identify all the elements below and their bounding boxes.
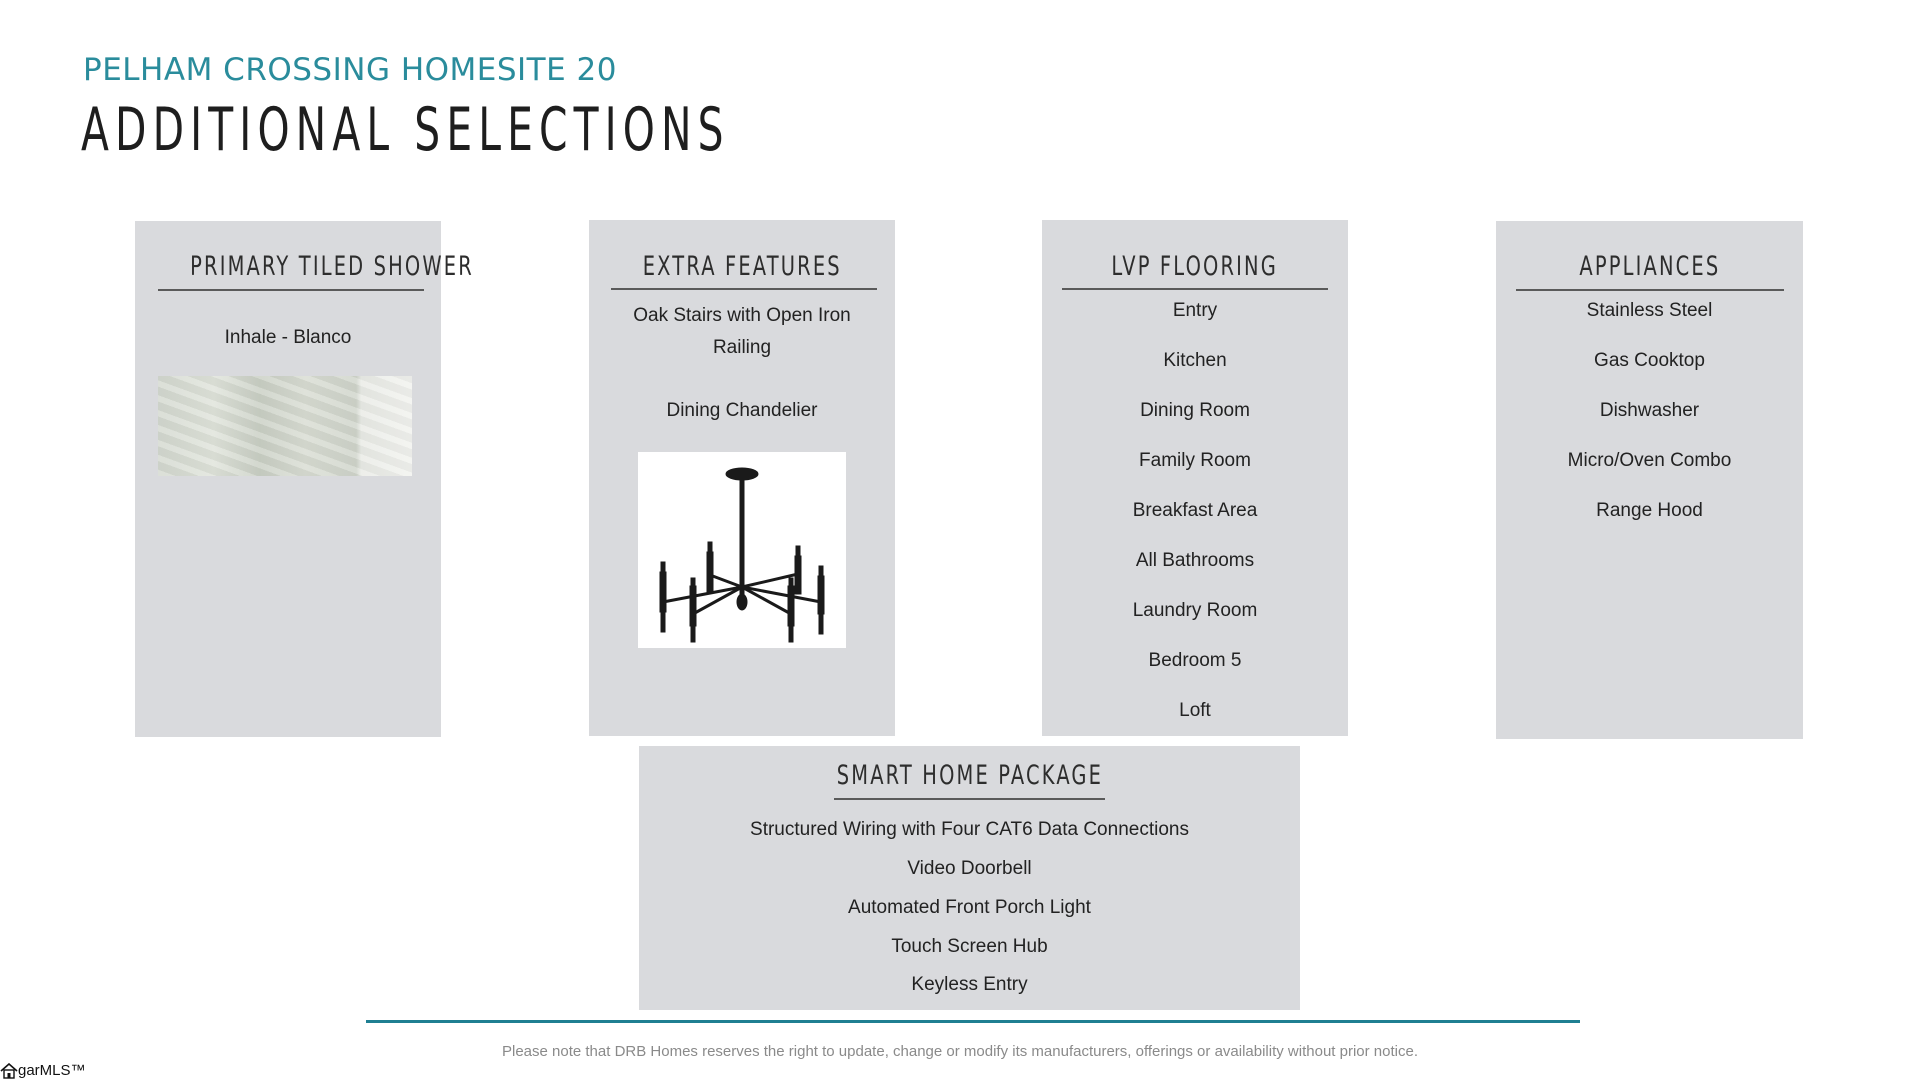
card-primary-tiled-shower xyxy=(135,221,474,737)
list-item: Family Room xyxy=(1139,450,1251,471)
card-lvp-flooring xyxy=(1042,220,1348,736)
card-smart-home-package xyxy=(639,746,1300,1010)
mls-logo xyxy=(0,1062,86,1079)
card-divider xyxy=(1516,289,1784,291)
list-item: Dining Room xyxy=(1140,400,1250,421)
card-divider xyxy=(1062,288,1328,290)
list-item: Video Doorbell xyxy=(907,858,1032,879)
list-item: Micro/Oven Combo xyxy=(1567,450,1732,471)
card-title: SMART HOME PACKAGE xyxy=(836,760,1103,791)
list-item: Inhale - Blanco xyxy=(224,327,352,348)
list-item: Range Hood xyxy=(1596,500,1703,521)
list-item: Touch Screen Hub xyxy=(891,936,1048,957)
list-item: Loft xyxy=(1179,700,1211,721)
list-item: Laundry Room xyxy=(1132,600,1258,621)
card-title: LVP FLOORING xyxy=(1111,251,1279,282)
card-divider xyxy=(611,288,877,290)
card-title: PRIMARY TILED SHOWER xyxy=(190,251,474,282)
footer-divider xyxy=(366,1020,1580,1023)
list-item: Breakfast Area xyxy=(1132,500,1258,521)
footer-disclaimer: Please note that DRB Homes reserves the right to update, change or modify its manufacturers, offerings or availability without prior notice. xyxy=(501,1043,1418,1060)
page-subtitle: PELHAM CROSSING HOMESITE 20 xyxy=(83,52,618,88)
list-item: Dining Chandelier xyxy=(666,400,818,421)
list-item: All Bathrooms xyxy=(1135,550,1255,571)
card-extra-features xyxy=(589,220,895,736)
list-item: Dishwasher xyxy=(1599,400,1700,421)
list-item: Structured Wiring with Four CAT6 Data Connections xyxy=(750,819,1189,840)
page-title: ADDITIONAL SELECTIONS xyxy=(81,95,730,165)
card-divider xyxy=(158,289,424,291)
chandelier-image xyxy=(638,452,846,648)
list-item: Stainless Steel xyxy=(1586,300,1713,321)
card-divider xyxy=(834,798,1105,800)
list-item: Oak Stairs with Open Iron xyxy=(633,305,851,326)
card-title: APPLIANCES xyxy=(1579,251,1720,282)
list-item: Automated Front Porch Light xyxy=(848,897,1091,918)
list-item: Entry xyxy=(1172,300,1218,321)
tile-swatch-image xyxy=(158,376,412,476)
logo-text: garMLS™ xyxy=(18,1062,86,1079)
list-item: Bedroom 5 xyxy=(1148,650,1242,671)
list-item: Railing xyxy=(712,337,772,358)
list-item: Kitchen xyxy=(1163,350,1227,371)
card-title: EXTRA FEATURES xyxy=(642,251,842,282)
list-item: Keyless Entry xyxy=(911,974,1028,995)
house-icon xyxy=(0,1063,18,1079)
list-item: Gas Cooktop xyxy=(1594,350,1705,371)
card-appliances xyxy=(1496,221,1803,739)
